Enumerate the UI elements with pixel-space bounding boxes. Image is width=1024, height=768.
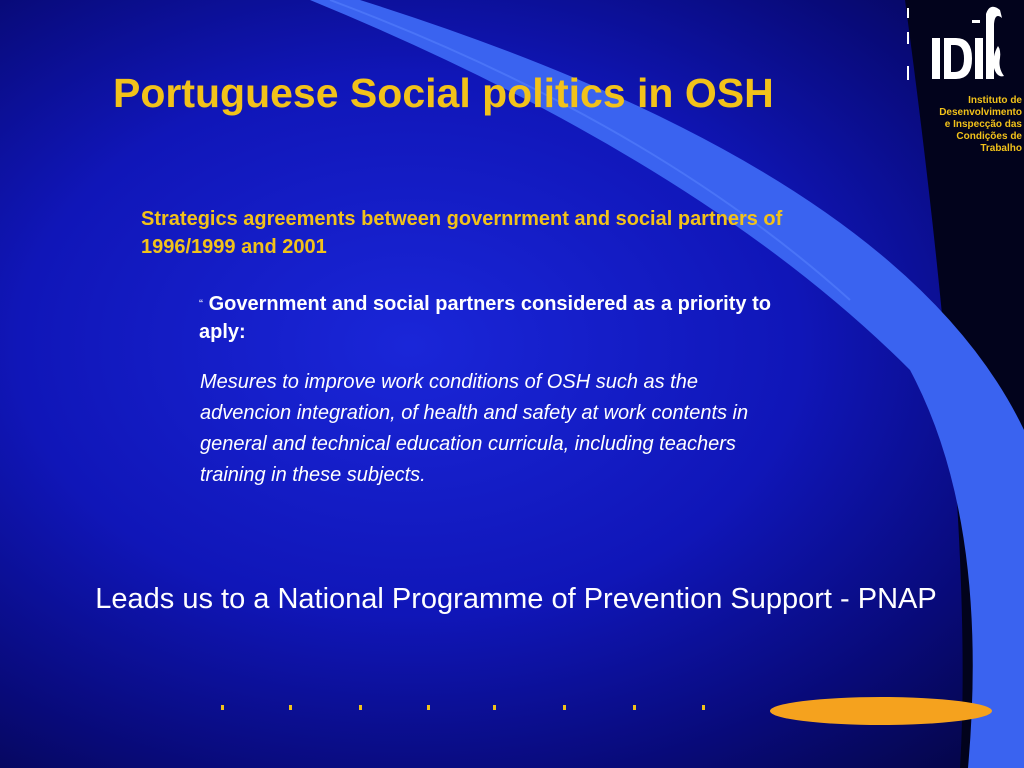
slide-title: Portuguese Social politics in OSH [113, 70, 774, 116]
decorative-dot [427, 705, 430, 710]
conclusion-text: Leads us to a National Programme of Prevention Support - PNAP [95, 583, 937, 615]
idict-logo-mark [900, 0, 1024, 95]
logo-line: Instituto de [968, 95, 1022, 106]
decorative-dot [221, 705, 224, 710]
agreements-subtitle: Strategics agreements between governrment and social partners of 1996/1999 and 2001 [141, 208, 783, 258]
logo-line: e Inspecção das [944, 119, 1022, 130]
logo-line: Trabalho [980, 143, 1022, 154]
idict-logo [900, 0, 1024, 170]
idict-logo-caption [900, 95, 1022, 155]
decorative-dot [289, 705, 292, 710]
decorative-dot [563, 705, 566, 710]
measures-paragraph: Mesures to improve work conditions of OSH such as the advencion integration, of health and safety at work contents in general and technical education curricula, including teachers training in these subjects. [200, 371, 749, 486]
decorative-dot [702, 705, 705, 710]
logo-line: Desenvolvimento [939, 107, 1022, 118]
decorative-dot [359, 705, 362, 710]
opening-quote-mark: “ [199, 297, 203, 311]
orange-ellipse [770, 697, 992, 725]
decorative-dot [493, 705, 496, 710]
priority-text: Government and social partners considered as a priority to aply: [199, 293, 771, 343]
decorative-dot [633, 705, 636, 710]
priority-statement [199, 290, 779, 346]
logo-line: Condições de [956, 131, 1022, 142]
